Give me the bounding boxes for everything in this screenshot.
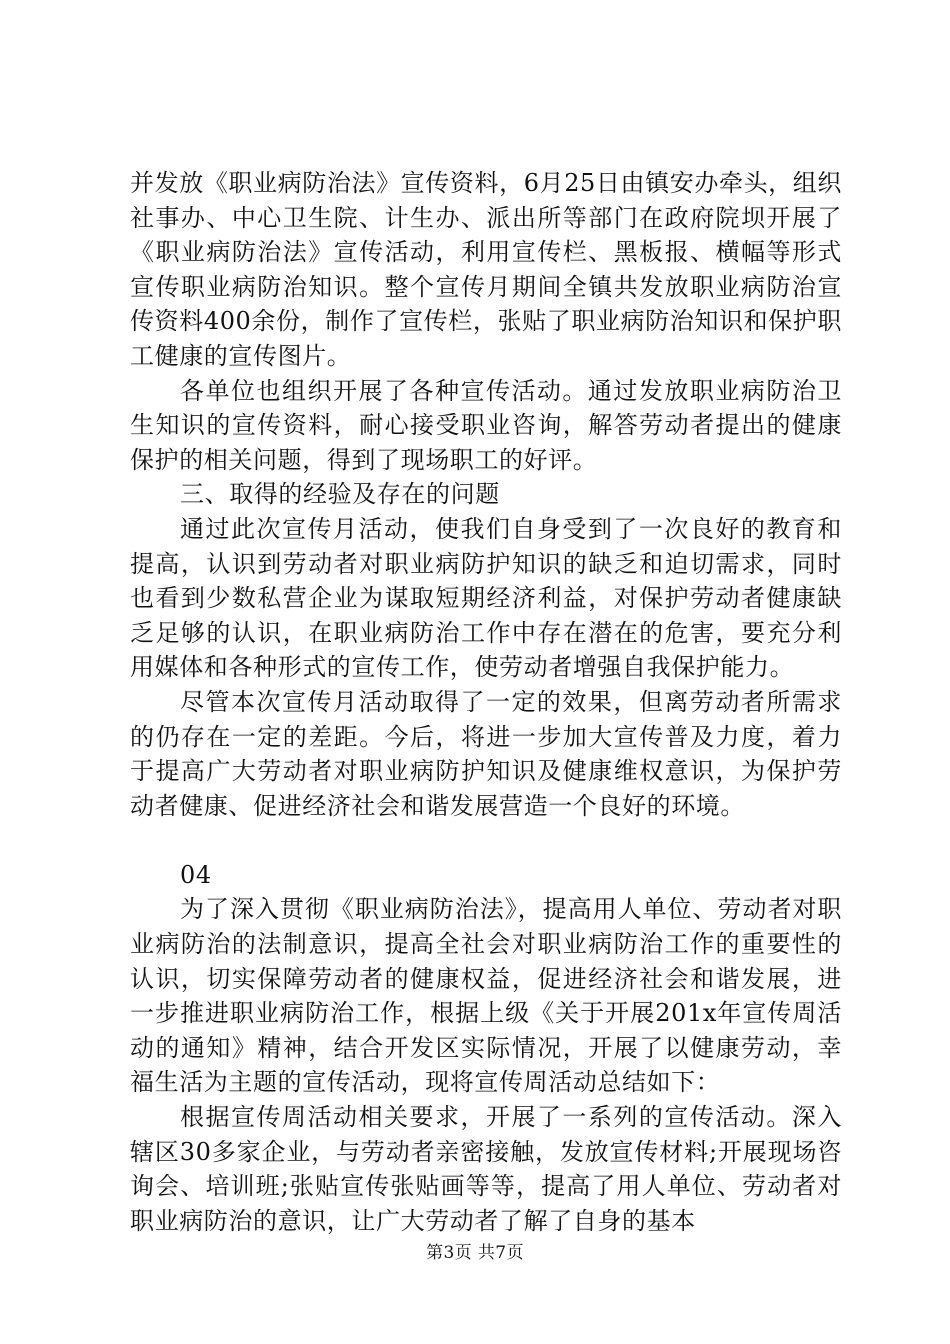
paragraph: 为了深入贯彻《职业病防治法》，提高用人单位、劳动者对职业病防治的法制意识，提高全社会对职业病防治工作的重要性的认识，切实保障劳动者的健康权益，促进经济社会和谐发展，进一步推进职业病防治工作，根据上级《关于开展201x年宣传周活动的通知》精神，结合开发区实际情况，开展了以健康劳动，幸福生活为主题的宣传活动，现将宣传周活动总结如下： [130, 895, 842, 1097]
paragraph: 根据宣传周活动相关要求，开展了一系列的宣传活动。深入辖区30多家企业，与劳动者亲密接触，发放宣传材料;开展现场咨询会、培训班;张贴宣传张贴画等等，提高了用人单位、劳动者对职业病防治的意识，让广大劳动者了解了自身的基本 [130, 1103, 842, 1235]
section-heading: 三、取得的经验及存在的问题 [180, 480, 500, 509]
paragraph-spacer [130, 823, 842, 858]
paragraph: 通过此次宣传月活动，使我们自身受到了一次良好的教育和提高，认识到劳动者对职业病防护知识的缺乏和迫切需求，同时也看到少数私营企业为谋取短期经济利益，对保护劳动者健康缺乏足够的认识，在职业病防治工作中存在潜在的危害，要充分利用媒体和各种形式的宣传工作，使劳动者增强自我保护能力。 [130, 514, 842, 682]
paragraph: 各单位也组织开展了各种宣传活动。通过发放职业病防治卫生知识的宣传资料，耐心接受职业咨询，解答劳动者提出的健康保护的相关问题，得到了现场职工的好评。 [130, 376, 842, 474]
section-number: 04 [180, 860, 212, 889]
document-body [130, 166, 842, 1238]
page-footer: 第3页 共7页 [426, 1243, 524, 1263]
paragraph: 并发放《职业病防治法》宣传资料，6月25日由镇安办牵头，组织社事办、中心卫生院、计生办、派出所等部门在政府院坝开展了《职业病防治法》宣传活动，利用宣传栏、黑板报、横幅等形式宣传职业病防治知识。整个宣传月期间全镇共发放职业病防治宣传资料400余份，制作了宣传栏，张贴了职业病防治知识和保护职工健康的宣传图片。 [130, 169, 842, 370]
paragraph: 尽管本次宣传月活动取得了一定的效果，但离劳动者所需求的仍存在一定的差距。今后，将进一步加大宣传普及力度，着力于提高广大劳动者对职业病防护知识及健康维权意识，为保护劳动者健康、促进经济社会和谐发展营造一个良好的环境。 [130, 687, 842, 820]
